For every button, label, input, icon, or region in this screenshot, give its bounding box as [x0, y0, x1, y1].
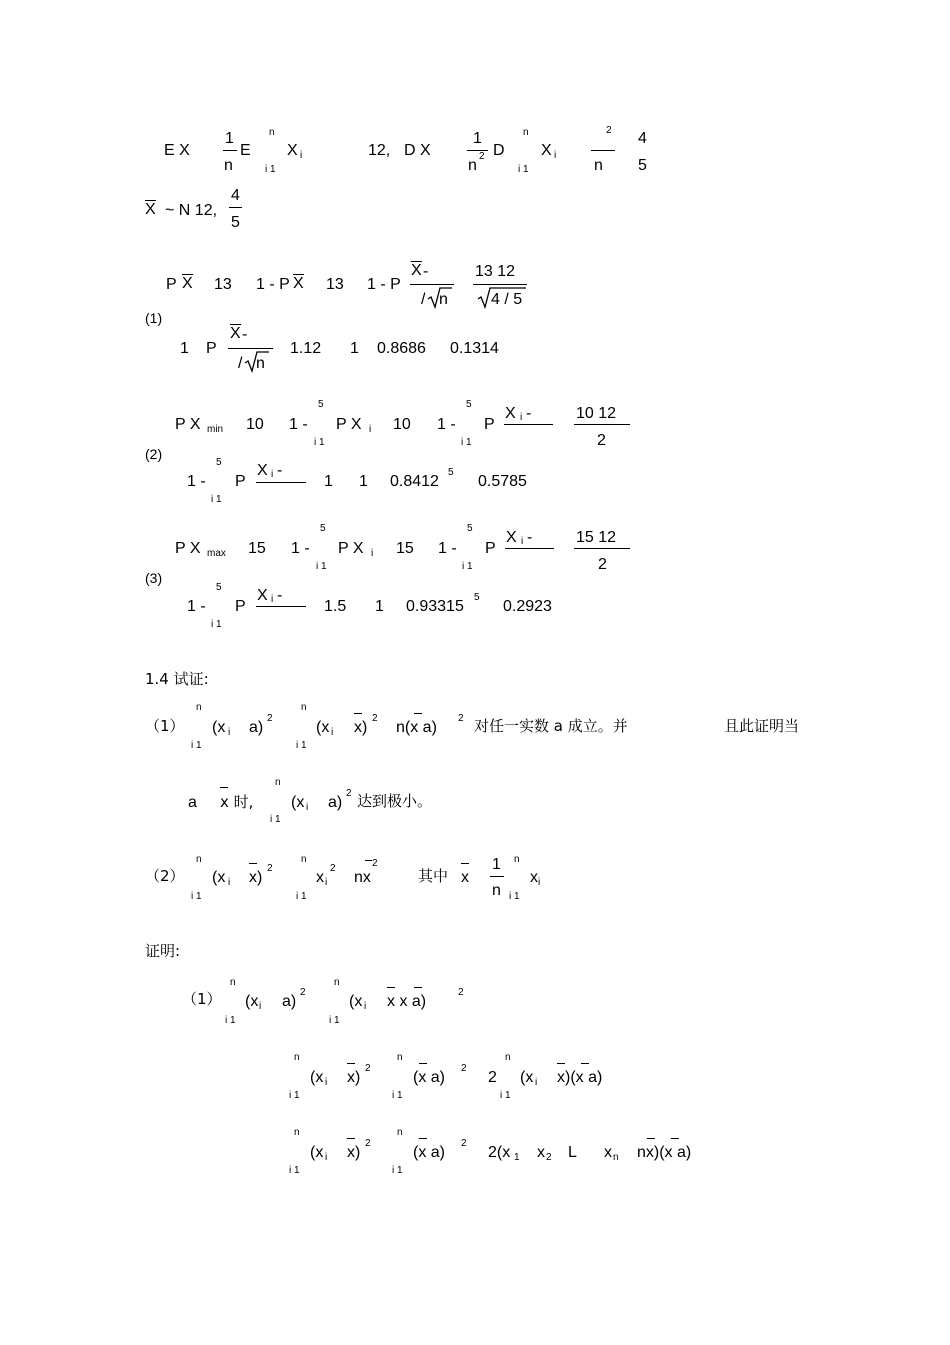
fraction-bar	[223, 150, 237, 151]
sum-upper: n	[294, 1127, 300, 1138]
fraction-bar	[410, 284, 454, 285]
sub: i	[535, 1077, 538, 1088]
frac-den: n	[468, 157, 477, 174]
sub: i	[259, 1001, 262, 1012]
xi-sub: i	[554, 150, 557, 161]
overline	[419, 1138, 427, 1139]
ex-label: E X	[164, 142, 190, 159]
sum-lower: i 1	[296, 891, 307, 902]
p-operator: P	[206, 340, 217, 357]
expr: x)	[347, 1144, 361, 1161]
frac-den: 2	[598, 556, 607, 573]
sum-upper: n	[294, 1052, 300, 1063]
sum-upper: 5	[320, 523, 326, 534]
expr: (x	[291, 794, 305, 811]
value: 1.5	[324, 598, 347, 615]
expr: (x	[520, 1069, 534, 1086]
one-minus: 1 -	[187, 598, 206, 615]
expr: (x	[212, 869, 226, 886]
expr: (x	[316, 719, 330, 736]
superscript: 2	[461, 1063, 467, 1074]
expr: 2(x	[488, 1144, 511, 1161]
sum-lower: i 1	[211, 619, 222, 630]
value: 1.12	[290, 340, 322, 357]
var-a: a	[188, 794, 197, 811]
value: 0.8412	[390, 473, 439, 490]
sub: i	[325, 1077, 328, 1088]
superscript: 2	[267, 713, 273, 724]
superscript: 5	[448, 467, 454, 478]
sum-upper: n	[334, 977, 340, 988]
frac-den: 2	[597, 432, 606, 449]
sub-min: min	[207, 424, 224, 435]
sub: i	[325, 1152, 328, 1163]
value: 10	[246, 416, 264, 433]
frac-num: 10 12	[576, 405, 617, 422]
one-minus: 1 -	[187, 473, 206, 490]
expr: n(x a)	[396, 719, 437, 736]
sum-lower: i 1	[191, 891, 202, 902]
radicand: n	[439, 291, 448, 308]
num-rest: -	[277, 462, 283, 479]
num-rest: -	[527, 529, 533, 546]
fraction-bar	[490, 876, 504, 877]
px-label: P X	[175, 540, 201, 557]
sum-lower: i 1	[509, 891, 520, 902]
superscript: 2	[372, 713, 378, 724]
sub: i	[228, 727, 231, 738]
p-operator: P	[235, 598, 246, 615]
sum-upper: n	[301, 854, 307, 865]
value: 13	[326, 276, 344, 293]
expr: (x	[310, 1069, 324, 1086]
xbar: x	[461, 869, 469, 886]
expr: x)	[249, 869, 263, 886]
superscript: 2	[330, 863, 336, 874]
num-rest: -	[423, 263, 429, 280]
sum-lower: i 1	[296, 740, 307, 751]
proof-heading: 证明:	[145, 942, 181, 960]
fraction-bar	[505, 548, 554, 549]
overline	[347, 1063, 355, 1064]
value-12: 12,	[368, 142, 391, 159]
fraction-bar	[591, 150, 615, 151]
sub: i	[538, 877, 541, 888]
sum-lower: i 1	[211, 494, 222, 505]
sub: i	[325, 877, 328, 888]
value: 15	[396, 540, 414, 557]
sum-upper: n	[397, 1127, 403, 1138]
superscript: 2	[458, 713, 464, 724]
sum-lower: i 1	[462, 561, 473, 572]
sum-lower: i 1	[225, 1015, 236, 1026]
superscript: 2	[300, 987, 306, 998]
xi-sub: i	[520, 412, 523, 423]
e-operator: E	[240, 142, 251, 159]
superscript: 2	[461, 1138, 467, 1149]
expr: (x a)	[413, 1144, 445, 1161]
exercise-heading: 1.4 试证:	[145, 670, 209, 688]
expr: x	[530, 869, 538, 886]
one-minus-p: 1 - P	[256, 276, 290, 293]
one-minus: 1 -	[289, 416, 308, 433]
expr: (x	[310, 1144, 324, 1161]
p-operator: P	[235, 473, 246, 490]
sub-max: max	[207, 548, 226, 559]
superscript: 2	[365, 1138, 371, 1149]
pxi-label: P X	[336, 416, 362, 433]
expr: (x	[212, 719, 226, 736]
expr: a)	[282, 993, 297, 1010]
frac-den: 5	[231, 214, 240, 231]
sum-lower: i 1	[289, 1165, 300, 1176]
sum-lower: i 1	[316, 561, 327, 572]
frac-num: 4	[231, 187, 240, 204]
overline	[354, 713, 362, 714]
expr: (x	[245, 993, 259, 1010]
overline	[414, 987, 422, 988]
expr: x	[537, 1144, 545, 1161]
frac-num: 1	[225, 130, 234, 147]
frac-den: n	[224, 157, 233, 174]
xbar: X	[145, 201, 156, 218]
statement-text: 对任一实数 a 成立。并	[474, 717, 628, 735]
value: 10	[393, 416, 411, 433]
value: 1	[324, 473, 333, 490]
frac-num: 1	[473, 130, 482, 147]
xi-sub: i	[521, 536, 524, 547]
p-operator: P	[485, 540, 496, 557]
frac-num: X	[257, 462, 268, 479]
overline	[671, 1138, 679, 1139]
sub: 1	[514, 1152, 520, 1163]
sum-lower: i 1	[265, 164, 276, 175]
frac-num: 13 12	[475, 263, 516, 280]
frac-num: 1	[492, 856, 501, 873]
fraction-bar	[504, 424, 553, 425]
frac-num: 15 12	[576, 529, 617, 546]
value: 13	[214, 276, 232, 293]
frac-num: X	[506, 529, 517, 546]
den-slash: /	[238, 355, 243, 372]
sub: n	[613, 1152, 619, 1163]
xi-sub: i	[371, 548, 374, 559]
overline	[461, 863, 469, 864]
value: 1	[180, 340, 189, 357]
part-label: (1)	[145, 310, 163, 326]
value: 15	[248, 540, 266, 557]
overline	[581, 1063, 589, 1064]
sum-lower: i 1	[518, 164, 529, 175]
overline	[347, 1138, 355, 1139]
frac-num: X	[505, 405, 516, 422]
expr: nx)(x a)	[637, 1144, 692, 1161]
statement-text: x 时,	[220, 793, 254, 811]
sum-upper: n	[505, 1052, 511, 1063]
expr: (x	[349, 993, 363, 1010]
sum-upper: 5	[318, 399, 324, 410]
sum-lower: i 1	[392, 1165, 403, 1176]
sum-upper: n	[275, 777, 281, 788]
sum-lower: i 1	[270, 814, 281, 825]
xbar: X	[230, 325, 241, 342]
xi-var: X	[287, 142, 298, 159]
item-label: （1）	[182, 990, 222, 1008]
statement-text: 其中	[418, 867, 449, 885]
den-slash: /	[421, 291, 426, 308]
overline	[419, 1063, 427, 1064]
expr: x	[316, 869, 324, 886]
fraction-bar	[256, 482, 306, 483]
superscript: 2	[267, 863, 273, 874]
dx-label: D X	[404, 142, 431, 159]
num-sup: 2	[606, 125, 612, 136]
value: 0.5785	[478, 473, 527, 490]
radicand: 4 / 5	[491, 291, 523, 308]
sum-upper: n	[230, 977, 236, 988]
one-minus: 1 -	[437, 416, 456, 433]
superscript: 2	[372, 858, 378, 869]
px-label: P X	[175, 416, 201, 433]
fraction-bar	[574, 424, 630, 425]
expr: nx	[354, 869, 371, 886]
overline	[647, 1138, 655, 1139]
one-minus: 1 -	[291, 540, 310, 557]
overline	[387, 987, 395, 988]
sum-upper: n	[196, 702, 202, 713]
value: 0.8686	[377, 340, 426, 357]
value: 0.2923	[503, 598, 552, 615]
frac-num: 4	[638, 130, 647, 147]
expr: x x a)	[387, 993, 427, 1010]
sum-lower: i 1	[314, 437, 325, 448]
value: 1	[359, 473, 368, 490]
p-operator: P	[166, 276, 177, 293]
fraction-bar	[574, 548, 630, 549]
overline	[249, 863, 257, 864]
sum-upper: 5	[466, 399, 472, 410]
sum-lower: i 1	[461, 437, 472, 448]
one-minus-p: 1 - P	[367, 276, 401, 293]
sum-upper: n	[397, 1052, 403, 1063]
value: 0.93315	[406, 598, 464, 615]
sum-upper: n	[523, 127, 529, 138]
sum-lower: i 1	[500, 1090, 511, 1101]
expr: x)(x a)	[557, 1069, 603, 1086]
sum-upper: n	[301, 702, 307, 713]
sum-lower: i 1	[289, 1090, 300, 1101]
xi-sub: i	[300, 150, 303, 161]
xbar: X	[411, 262, 422, 279]
value: 0.1314	[450, 340, 499, 357]
xi-sub: i	[271, 469, 274, 480]
superscript: 2	[458, 987, 464, 998]
expr: x)	[347, 1069, 361, 1086]
xi-var: X	[541, 142, 552, 159]
dist-text: ~ N 12,	[165, 202, 218, 219]
sum-upper: 5	[216, 457, 222, 468]
xi-sub: i	[369, 424, 372, 435]
sum-lower: i 1	[392, 1090, 403, 1101]
xbar: X	[182, 275, 193, 292]
fraction-bar	[228, 348, 273, 349]
frac-den: n	[594, 157, 603, 174]
num-rest: -	[242, 326, 248, 343]
frac-den: 5	[638, 157, 647, 174]
num-rest: -	[526, 405, 532, 422]
overline	[557, 1063, 565, 1064]
expr: a)	[328, 794, 343, 811]
statement-text: 达到极小。	[357, 792, 433, 810]
coef: 2	[488, 1069, 497, 1086]
sum-upper: n	[196, 854, 202, 865]
sub: i	[364, 1001, 367, 1012]
value: 1	[350, 340, 359, 357]
item-label: （2）	[145, 867, 185, 885]
sum-upper: 5	[216, 582, 222, 593]
superscript: 5	[474, 592, 480, 603]
fraction-bar	[229, 207, 242, 208]
overline	[414, 713, 422, 714]
frac-num: X	[257, 587, 268, 604]
item-label: （1）	[145, 717, 185, 735]
superscript: 2	[365, 1063, 371, 1074]
d-operator: D	[493, 142, 505, 159]
expr: x	[604, 1144, 612, 1161]
sum-upper: n	[269, 127, 275, 138]
sub: 2	[546, 1152, 552, 1163]
part-label: (3)	[145, 570, 163, 586]
den-sup: 2	[479, 151, 485, 162]
p-operator: P	[484, 416, 495, 433]
xbar: X	[293, 275, 304, 292]
pxi-label: P X	[338, 540, 364, 557]
overline	[365, 860, 372, 861]
num-rest: -	[277, 587, 283, 604]
sum-upper: 5	[467, 523, 473, 534]
expr: x)	[354, 719, 368, 736]
part-label: (2)	[145, 446, 163, 462]
sub: i	[306, 802, 309, 813]
sub: i	[331, 727, 334, 738]
sum-lower: i 1	[191, 740, 202, 751]
xi-sub: i	[271, 594, 274, 605]
statement-text: 且此证明当	[724, 717, 800, 735]
sum-lower: i 1	[329, 1015, 340, 1026]
sum-upper: n	[514, 854, 520, 865]
radicand: n	[256, 355, 265, 372]
value: 1	[375, 598, 384, 615]
superscript: 2	[346, 788, 352, 799]
one-minus: 1 -	[438, 540, 457, 557]
fraction-bar	[256, 606, 306, 607]
expr: (x a)	[413, 1069, 445, 1086]
frac-den: n	[492, 882, 501, 899]
expr: a)	[249, 719, 264, 736]
fraction-bar	[473, 284, 527, 285]
ellipsis: L	[568, 1144, 577, 1161]
sub: i	[228, 877, 231, 888]
overline	[220, 787, 228, 788]
